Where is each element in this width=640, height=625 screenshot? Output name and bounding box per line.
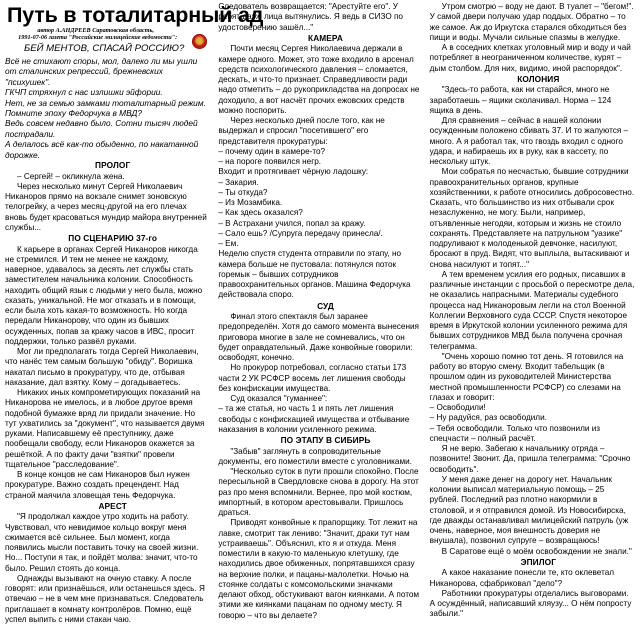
lead-line: Всё не стихают споры, мол, далеко ли мы ушли xyxy=(5,56,198,66)
body-paragraph: "Здесь-то работа, как ни старайся, много не заработаешь – ящики сколачивал. Норма – 124 ящика в день. xyxy=(429,85,612,115)
body-paragraph: У меня даже денег на дорогу нет. Начальник колонии выписал материальную помощь – 25 рублей. Последний раз плотно накормили в столовой, и я отправился домой. Из Новосибирска, где дважды останавливал милицейский патруль (уж очень, наверное, моя внешность доверия не внушала), позвонил супруге – возвращаюсь! xyxy=(429,474,629,546)
article-columns xyxy=(3,2,637,624)
body-paragraph: Утром смотрю – воду не дают. В туалет – "бегом!". У самой двери получаю удар поддых. Обратно – то же самое. Аж до Иркутска старался обходиться без пищи и воды. Мучали сильные спазмы в желудке. xyxy=(429,2,634,42)
lead-paragraph xyxy=(5,56,208,160)
body-paragraph: В Саратове ещё о моём освобождении не знали." xyxy=(441,546,632,556)
body-paragraph: Работники прокуратуры отделались выговорами. А осуждённый, написавший кляузу... О нём попросту забыли." xyxy=(429,588,632,619)
body-paragraph: Через несколько дней после того, как не выдержал и спросил "посетившего" его представителя прокуратуры: xyxy=(218,116,385,146)
body-paragraph: – на пороге появился негр. xyxy=(218,157,322,166)
page-title: Путь в тоталитарный ад xyxy=(7,3,264,27)
body-paragraph: Мог ли предполагать тогда Сергей Николаевич, что нанёс тем самым большую "обиду". Воришка накатал письмо в прокуратуру, что де, отбывая наказание, дал взятку. Кому – догадываетесь. xyxy=(5,347,199,387)
body-paragraph: Однажды вызывают на очную ставку. А после говорят: или признаёшься, или останешься здесь. Я отвечаю – не в чем мне признаваться. Следователь приглашает в комнату контролёров. Помню, ещё успел выпить с ними стакан чаю. xyxy=(5,573,205,624)
body-paragraph: – Из Мозамбика. xyxy=(218,198,283,207)
body-paragraph: правоохранительных органов. Машина Федорчука действовала споро. xyxy=(218,280,411,300)
body-paragraph: "Несколько суток в пути прошли спокойно. После пересыльной в Свердловске снова в дорогу. На этот раз про меня вспомнили. Вернее, про мой костюм, импортный, в котором арестовывали. Пришлось драться. xyxy=(218,467,419,517)
body-paragraph: "Забыв" заглянуть в сопроводительные документы, его поместили вместе с уголовниками. xyxy=(218,446,412,466)
body-paragraph: Финал этого спектакля был заранее предопределён. Хотя до самого момента вынесения приговора многие в зале не сомневались, что он будет оправдательный. Даже конвойные говорили: освободят, конечно. xyxy=(218,312,419,362)
body-paragraph: – В Астрахани учился, попал за кражу. xyxy=(218,218,366,228)
body-paragraph: – Как здесь оказался? xyxy=(218,208,303,218)
body-paragraph: – Закария. xyxy=(218,177,259,187)
body-paragraph: А тем временем усилия его родных, писавших в различные инстанции с просьбой о пересмотре дела, не оказались напрасными. Материалы судебного процесса над Никаноровым легли на стол Военной Коллегии Верховного суда СССР. Спустя некоторое время в Иркутской колонии усиленного режима для бывших сотрудников МВД была получена срочная телеграмма. xyxy=(429,269,635,351)
body-paragraph: В конце концов не сам Никаноров был нужен прокуратуре. Важно создать прецендент. Над страной маячила зловещая тень Федорчука. xyxy=(5,470,190,500)
lead-line: А делалось всё как-то обыденно, по накатанной дорожке. xyxy=(5,139,199,160)
body-paragraph: А какое наказание понесли те, кто оклеветал Никанорова, сфабриковал "дело"? xyxy=(429,568,615,588)
lead-line: Нет, не за семью замками тоталитарный режим. xyxy=(5,97,206,108)
body-paragraph: – Ну радуйся, раз освободили. xyxy=(429,413,547,423)
masthead xyxy=(5,3,264,55)
lead-line: от сталинских репрессий, брежневских "психушек". xyxy=(5,66,163,87)
section-heading: ПО СЦЕНАРИЮ 37-го xyxy=(68,233,158,244)
body-paragraph: "Я продолжал каждое утро ходить на работу. Чувствовал, что невидимое кольцо вокруг меня сжимается всё сильнее. Был момент, когда появились мысли поставить точку на своей жизни. Но... Поступи я так, и пойдёт молва: значит, что-то было. Решил стоять до конца. xyxy=(5,512,199,573)
body-paragraph: Но прокурор потребовал, согласно статьи 173 части 2 УК РСФСР восемь лет лишения свободы без конфискации имущества. xyxy=(218,363,407,393)
section-heading: ПРОЛОГ xyxy=(95,160,131,171)
body-paragraph: Неделю спустя студента отправили по этапу, но камера больше не пустовала: потянулся поток горемык – бывших сотрудников xyxy=(218,249,402,279)
body-paragraph: К карьере в органах Сергей Никаноров никогда не стремился. И тем не менее не каждому, наверное, удавалось за десять лет службы стать заместителем начальника колонии. Способность находить общий язык с людьми у него была, можно сказать, уникальной. Не мог отказать и в помощи, если была хоть какая-то возможность. Но когда передали Никанорову, что один из бывших осужденных, попав за кражу часов в ИВС, просит поддержки, только развёл руками. xyxy=(5,244,203,346)
body-paragraph: Приводят конвойные к прапорщику. Тот лежит на лавке, смотрит так лениво: "Значит, драки тут нам устраиваешь". Объяснил, кто я и откуда. Меня поместили в какую-то маленькую клетушку, где находились двое обиженных, попрятавшихся сразу на верхние полки, и пацаны-малолетки. Ночью на стоянке солдаты с комсомольскими значками делают обход, обстукивают вагон киянками. А потом этими же киянками пацанам по одному месту. Я говорю – что вы делаете? xyxy=(218,518,420,620)
body-paragraph: – Тебя освободили. Только что позвонили из спецчасти – полный расчёт. xyxy=(429,423,601,443)
body-paragraph: Почти месяц Сергея Николаевича держали в камере одного. Может, это тоже входило в арсенал средств психологического давления – сломается, дескать, и что-то признает. Справедливости ради надо отметить – до рукоприкладства на допросах не доходило, а вот насчёт прочих ежовских средств можно поспорить. xyxy=(218,44,420,115)
body-paragraph: Никаких иных компрометирующих показаний на Никанорова не имелось, и в любое другое время подобной бумажке вряд ли придали значение. Но тут ухватились за "документ", что называется двумя руками. Написавшему её преступнику, даже пообещали свободу, если Никаноров окажется за решёткой. А по факту дачи "взятки" провели тщательное "расследование". xyxy=(5,388,205,469)
body-paragraph: Я не верю. Забегаю к начальнику отряда – позвоните! Звонит. Да, пришла телеграмма: "Срочно освободить". xyxy=(429,444,631,474)
body-paragraph: – та же статья, но часть 1 и пять лет лишения свободы с конфискацией имущества и отбывание наказания в колонии усиленного режима. xyxy=(218,404,410,434)
column-2-body xyxy=(218,2,420,621)
article-column-2 xyxy=(214,2,425,621)
body-paragraph: – Сало ешь? /Супруга передачу принесла/. xyxy=(218,228,383,238)
column-3-body xyxy=(430,2,635,620)
section-heading: КОЛОНИЯ xyxy=(517,73,560,84)
body-paragraph: – Освободили! xyxy=(429,403,486,412)
source-line: 1991-07-06 газета "Российские милицейские ведомости": xyxy=(18,34,178,42)
lead-line: Ведь совсем недавно было. Сотни тысяч людей пострадали. xyxy=(5,118,198,139)
section-heading: КАМЕРА xyxy=(308,32,343,43)
lead-line: Помните эпоху Федорчука в МВД? xyxy=(5,108,142,119)
body-paragraph: – Сергей! – окликнула жена. xyxy=(17,171,125,181)
body-paragraph: Через несколько минут Сергей Николаевич Никаноров прямо на вокзале снимет зоновскую телогрейку, а через месяц-другой на его плечах вновь будет красоваться мундир майора внутренней службы... xyxy=(5,181,207,232)
section-heading: СУД xyxy=(317,300,334,311)
body-paragraph: "Очень хорошо помню тот день. Я готовился на работу во вторую смену. Входит табельщик (в прошлом один из руководителей Министерства местной промышленности РСФСР) со слезами на глазах и говорит: xyxy=(429,351,624,402)
body-paragraph: – Ты откуда? xyxy=(218,187,268,197)
column-1-body xyxy=(5,160,208,625)
article-column-3 xyxy=(426,2,637,620)
lead-line: ГКЧП стряхнул с нас излишки эйфории. xyxy=(5,87,163,98)
body-paragraph: А в соседних клетках уголовный мир и воду и чай потребляет в неограниченном количестве, курят – дым столбом. Для них, видимо, иной распорядок". xyxy=(429,43,631,73)
body-paragraph: Суд оказался "гуманнее": xyxy=(230,394,328,403)
body-paragraph: Следователь возвращается: "Арестуйте его". У ребят даже лица вытянулись. Я ведь в СИЗО по удостоверению зашёл..." xyxy=(218,2,403,32)
section-heading: ПО ЭТАПУ В СИБИРЬ xyxy=(280,435,371,445)
byline: автор А.АНДРЕЕВ Саратовская область, xyxy=(37,27,154,34)
body-paragraph: – почему один в камере-то? xyxy=(218,146,326,156)
section-heading: АРЕСТ xyxy=(98,500,127,511)
body-paragraph: Мои собратья по несчастью, бывшие сотрудники правоохранительных органов, крупные хозяйственники, к работе относились добросовестно. Сказать, что большинство из них отбывали срок незаслуженно, не могу. Были, например, отъявленные негодяи, которым и жизнь не стоило сохранять. Представляете на патрульном "уазике" подруливают к молоденькой девчонке, насилуют, бросают в пруд. Видят, что выплыла, вытаскивают и снова насилуют и топят..." xyxy=(429,167,635,269)
soviet-star-emblem-icon xyxy=(192,34,207,49)
body-paragraph: Входит и протягивает чёрную ладошку: xyxy=(218,167,369,177)
body-paragraph: Для сравнения – сейчас в нашей колонии осужденным положено сбивать 37. И то жалуются – много. А я работал так, что гвоздь входил с одного удара, и набираешь их в руку, как в кассету, по нескольку штук. xyxy=(429,116,629,166)
body-paragraph: – Ем. xyxy=(218,239,239,248)
slogan: БЕЙ МЕНТОВ, СПАСАЙ РОССИЮ? xyxy=(23,43,185,54)
section-heading: ЭПИЛОГ xyxy=(520,556,557,567)
